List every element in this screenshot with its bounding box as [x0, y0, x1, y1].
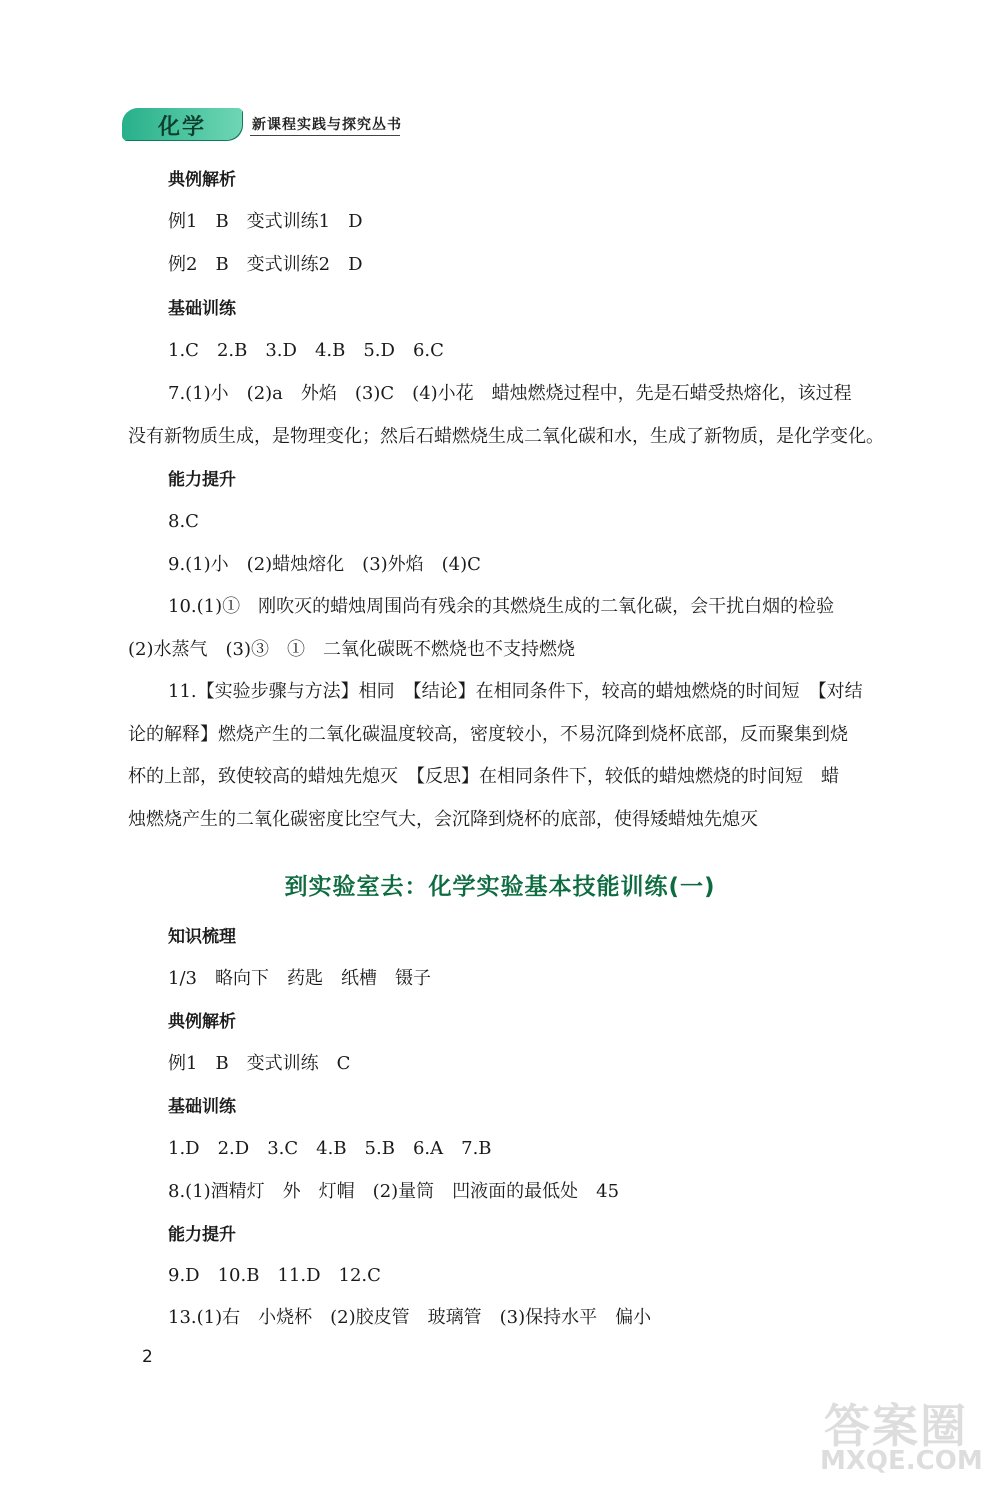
example-heading: 典例解析: [168, 1012, 236, 1032]
answer-line: 例1 B 变式训练1 D: [168, 211, 363, 232]
answer-line: 1.C 2.B 3.D 4.B 5.D 6.C: [168, 340, 444, 361]
answer-line: 1/3 略向下 药匙 纸槽 镊子: [168, 968, 431, 989]
knowledge-heading: 知识梳理: [168, 927, 236, 947]
answer-line: 9.(1)小 (2)蜡烛熔化 (3)外焰 (4)C: [168, 554, 481, 575]
answer-line: 7.(1)小 (2)a 外焰 (3)C (4)小花 蜡烛燃烧过程中，先是石蜡受热熔化，该过程: [168, 383, 852, 404]
answer-line: (2)水蒸气 (3)③ ① 二氧化碳既不燃烧也不支持燃烧: [128, 639, 575, 660]
header-divider: [250, 135, 400, 136]
example-heading: 典例解析: [168, 170, 236, 190]
answer-line: 10.(1)① 刚吹灭的蜡烛周围尚有残余的其燃烧生成的二氧化碳，会干扰白烟的检验: [168, 596, 835, 617]
page-number: 2: [142, 1347, 153, 1367]
watermark-url: MXQE.COM: [820, 1446, 983, 1476]
basic-training-heading: 基础训练: [168, 1097, 236, 1117]
section-title: 到实验室去：化学实验基本技能训练(一): [284, 874, 716, 900]
answer-line: 烛燃烧产生的二氧化碳密度比空气大，会沉降到烧杯的底部，使得矮蜡烛先熄灭: [128, 809, 758, 830]
answer-line: 杯的上部，致使较高的蜡烛先熄灭 【反思】在相同条件下，较低的蜡烛燃烧的时间短 蜡: [128, 766, 839, 787]
ability-heading: 能力提升: [168, 1225, 236, 1245]
watermark-main: 答案圈: [824, 1399, 968, 1453]
answer-line: 11.【实验步骤与方法】相同 【结论】在相同条件下，较高的蜡烛燃烧的时间短 【对结: [168, 681, 863, 702]
basic-training-heading: 基础训练: [168, 299, 236, 319]
answer-line: 1.D 2.D 3.C 4.B 5.B 6.A 7.B: [168, 1138, 492, 1159]
answer-line: 8.(1)酒精灯 外 灯帽 (2)量筒 凹液面的最低处 45: [168, 1181, 620, 1202]
answer-line: 例2 B 变式训练2 D: [168, 254, 363, 275]
series-title: 新课程实践与探究丛书: [252, 117, 402, 133]
subject-label: 化学: [158, 115, 207, 140]
ability-heading: 能力提升: [168, 470, 236, 490]
answer-line: 没有新物质生成，是物理变化；然后石蜡燃烧生成二氧化碳和水，生成了新物质，是化学变化。: [128, 426, 884, 447]
answer-line: 8.C: [168, 511, 199, 532]
page-header: [122, 108, 422, 144]
watermark-logo: [820, 1390, 990, 1480]
answer-line: 论的解释】燃烧产生的二氧化碳温度较高，密度较小，不易沉降到烧杯底部，反而聚集到烧: [128, 724, 848, 745]
answer-line: 13.(1)右 小烧杯 (2)胶皮管 玻璃管 (3)保持水平 偏小: [168, 1307, 652, 1328]
answer-line: 例1 B 变式训练 C: [168, 1053, 351, 1074]
answer-line: 9.D 10.B 11.D 12.C: [168, 1265, 381, 1286]
